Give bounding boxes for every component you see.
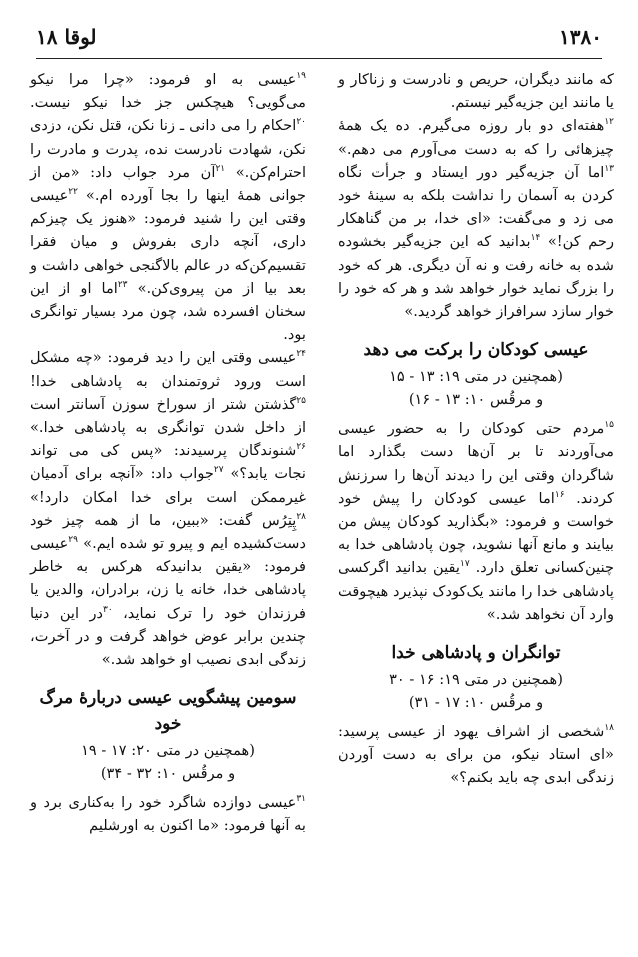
paragraph: $^{۱۸}$شخصی از اشراف یهود از عیسی پرسید: «ای استاد نیکو، من برای به دست آوردن زندگی ابدی چه باید بکنم؟»	[338, 723, 614, 787]
verse-number: ۲۰	[296, 117, 306, 128]
paragraph: که مانند دیگران، حریص و نادرست و زناکار و یا مانند این جزیه‌گیر نیستم.	[338, 71, 614, 112]
parallel-reference: (همچنین در متی ۱۹: ۱۳ - ۱۵ و مرقُس ۱۰: ۱۳ - ۱۶)	[389, 368, 563, 409]
paragraph: $^{۲۴}$عیسی وقتی این را دید فرمود: «چه مشکل است ورود ثروتمندان به پادشاهی خدا! $^{۲۵}$گذشتن شتر از سوراخ سوزن آسانتر است از داخل شدن توانگری به پادشاهی خدا.» $^{۲۶}$شنوندگان پرسیدند: «پس کی می تواند نجات یابد؟» $^{۲۷}$جواب داد: «آنچه برای آدمیان غیرممکن است برای خدا امکان دارد!» $^{۲۸}$پِتِرُس گفت: «ببین، ما از همه چیز خود دست‌کشیده ایم و پیرو تو شده ایم.» $^{۲۹}$عیسی فرمود: «یقین بدانیدکه هرکس به خاطر پادشاهی خدا، خانه یا زن، برادران، والدین یا فرزندان خود را ترک نماید، $^{۳۰}$در این دنیا چندین برابر عوض خواهد گرفت و در آخرت، زندگی ابدی نصیب او خواهد شد.»	[30, 349, 307, 669]
verse-number: ۱۳	[604, 163, 614, 174]
parallel-reference: (همچنین در متی ۲۰: ۱۷ - ۱۹ و مرقُس ۱۰: ۳۲ - ۳۴)	[81, 742, 255, 783]
section-heading: عیسی کودکان را برکت می دهد	[363, 340, 589, 361]
verse-number: ۲۸	[296, 512, 306, 522]
book-chapter: لوقا ۱۸	[36, 25, 97, 49]
page-header	[36, 22, 602, 52]
paragraph: $^{۱۲}$هفته‌ای دو بار روزه می‌گیرم. ده یک همهٔ چیزهائی را که به دست می‌آورم می دهم.» $^{۱۳}$اما آن جزیه‌گیر دور ایستاد و جرأت نگاه کردن به آسمان را نداشت بلکه به سینهٔ خود می زد و می‌گفت: «ای خدا، بر من گناهکار رحم کن!» $^{۱۴}$بدانید که این جزیه‌گیر بخشوده شده به خانه رفت و نه آن دیگری. هر که خود را بزرگ نماید خوار خواهد شد و هر که خود را خوار سازد سرافراز خواهد گردید.»	[338, 117, 614, 321]
verse-number: ۱۸	[604, 723, 614, 734]
page-number: ۱۳۸۰	[559, 25, 602, 49]
verse-number: ۱۵	[604, 420, 614, 431]
paragraph: $^{۳۱}$عیسی دوازده شاگرد خود را به‌کناری برد و به آنها فرمود: «ما اکنون به اورشلیم	[30, 794, 306, 835]
paragraph: $^{۱۵}$مردم حتی کودکان را به حضور عیسی می‌آوردند تا بر آن‌ها دست بگذارد اما شاگردان وقتی این را دیدند آن‌ها را سرزنش کردند. $^{۱۶}$اما عیسی کودکان را پیش خود خواست و فرمود: «بگذارید کودکان پیش من بیایند و مانع آنها نشوید، چون پادشاهی خدا به چنین‌کسانی تعلق دارد. $^{۱۷}$یقین بدانید اگرکسی پادشاهی خدا را مانند یک‌کودک نپذیرد هیچوقت وارد آن نخواهد شد.»	[338, 420, 615, 623]
verse-number: ۱۶	[554, 489, 565, 500]
verse-number: ۲۶	[296, 442, 306, 453]
verse-number: ۲۹	[68, 535, 78, 546]
paragraph: $^{۱۹}$عیسی به او فرمود: «چرا مرا نیکو می‌گویی؟ هیچکس جز خدا نیکو نیست. $^{۲۰}$احکام را می دانی ـ زنا نکن، قتل نکن، دزدی نکن، شهادت نادرست نده، پدرت و مادرت را احترام‌کن.» $^{۲۱}$آن مرد جواب داد: «من از جوانی همهٔ اینها را بجا آورده ام.» $^{۲۲}$عیسی وقتی این را شنید فرمود: «هنوز یک چیزکم داری، آنچه داری بفروش و میان فقرا تقسیم‌کن‌که در عالم بالاگنجی خواهی داشت و بعد بیا از من پیروی‌کن.» $^{۲۳}$اما او از این سخنان افسرده شد، چون مرد بسیار توانگری بود.	[30, 71, 307, 344]
verse-number: ۱۷	[460, 559, 470, 570]
section-heading: توانگران و پادشاهی خدا	[391, 643, 561, 664]
verse-number: ۲۱	[215, 163, 226, 174]
header-rule	[36, 58, 602, 59]
verse-number: ۱۴	[530, 233, 541, 244]
verse-number: ۱۹	[296, 71, 306, 82]
right-column	[338, 68, 614, 790]
verse-number: ۲۵	[296, 395, 306, 406]
verse-number: ۲۲	[68, 187, 78, 198]
left-column	[30, 68, 306, 838]
verse-number: ۳۰	[103, 604, 113, 615]
section-heading: سومین پیشگویی عیسی دربارهٔ مرگ خود	[39, 688, 297, 735]
verse-number: ۲۷	[213, 465, 224, 476]
verse-number: ۳۱	[296, 794, 306, 805]
verse-number: ۲۴	[296, 349, 306, 360]
parallel-reference: (همچنین در متی ۱۹: ۱۶ - ۳۰ و مرقُس ۱۰: ۱۷ - ۳۱)	[389, 671, 563, 712]
verse-number: ۲۳	[117, 279, 128, 290]
verse-number: ۱۲	[604, 117, 614, 128]
